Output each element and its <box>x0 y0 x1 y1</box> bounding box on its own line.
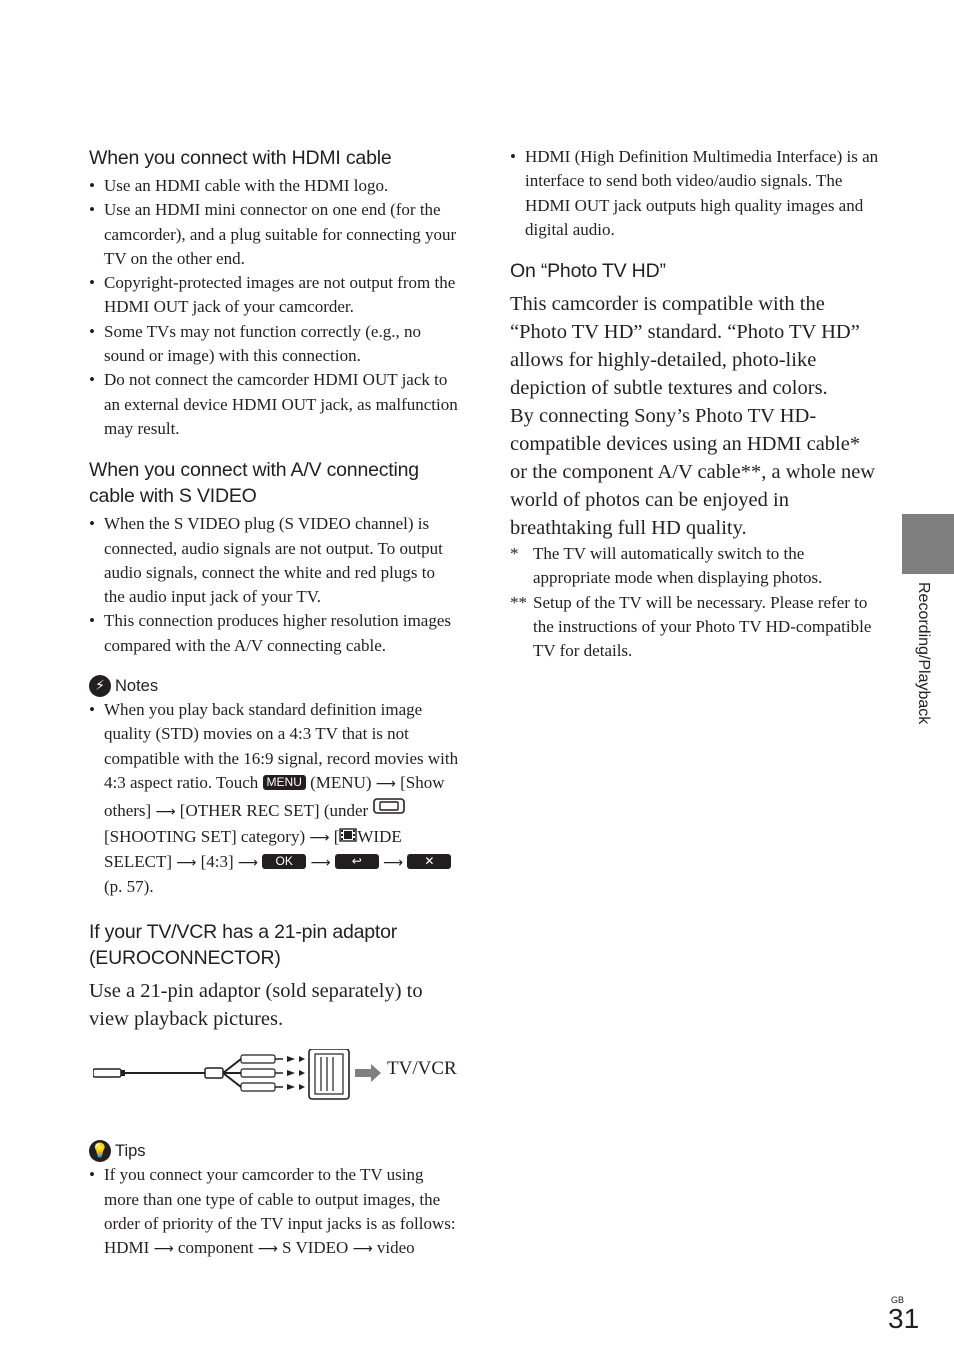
tv-vcr-label: TV/VCR <box>387 1058 457 1080</box>
arrow-right-icon: ⟶ <box>352 1241 373 1258</box>
notes-list <box>89 698 459 899</box>
tips-text: If you connect your camcorder to the TV using more than one type of cable to output images, the order of priority of the TV input jacks is as follows: <box>104 1165 456 1234</box>
euroconnector-diagram-icon <box>93 1049 383 1109</box>
section-tab-marker <box>902 514 954 574</box>
arrow-right-icon: ⟶ <box>310 854 331 871</box>
return-button-icon: ↩ <box>335 854 379 869</box>
list-item <box>89 698 459 899</box>
arrow-right-icon: ⟶ <box>257 1241 278 1258</box>
euro-heading: If your TV/VCR has a 21-pin adaptor (EUROCONNECTOR) <box>89 921 398 970</box>
list-item <box>89 1163 459 1261</box>
notes-text-10: (p. 57). <box>104 877 154 897</box>
notes-text-9: [4:3] <box>200 851 234 871</box>
priority-hdmi: HDMI <box>104 1238 150 1258</box>
tips-list <box>89 1163 459 1261</box>
euro-body: Use a 21-pin adaptor (sold separately) to view playback pictures. <box>89 980 423 1031</box>
hdmi-info-list <box>510 145 880 242</box>
ok-button-icon: OK <box>262 854 306 869</box>
arrow-right-icon: ⟶ <box>309 829 330 846</box>
hdmi-bullet-list <box>89 174 459 441</box>
priority-component: component <box>177 1238 254 1258</box>
hdmi-heading: When you connect with HDMI cable <box>89 147 392 169</box>
notes-text-5: (under <box>323 801 369 821</box>
page-number <box>888 1295 928 1333</box>
notes-label: Notes <box>115 676 159 695</box>
notes-text-2: (MENU) <box>310 772 372 792</box>
caution-icon: ⚡ <box>89 675 111 697</box>
section-side-label <box>904 582 944 762</box>
close-button-icon: ✕ <box>407 854 451 869</box>
notes-text-3: [Show others] <box>104 772 445 821</box>
arrow-right-icon: ⟶ <box>153 1241 174 1258</box>
arrow-right-icon: ⟶ <box>155 804 176 821</box>
menu-button-icon: MENU <box>263 775 306 790</box>
photo-tv-paragraph-1: This camcorder is compatible with the “Photo TV HD” standard. “Photo TV HD” allows for highly-detailed, photo-like depiction of subtle textures and colors. <box>510 293 860 400</box>
camera-icon <box>372 801 408 820</box>
notes-heading <box>89 674 459 698</box>
lightbulb-icon: 💡 <box>89 1140 111 1162</box>
list-item: • This connection produces higher resolution images compared with the A/V connecting cable. <box>89 609 459 658</box>
section-label-text: Recording/Playback <box>915 582 932 725</box>
right-column <box>510 145 880 664</box>
footnote-mark: * <box>510 544 519 564</box>
list-item: • Use an HDMI cable with the HDMI logo. <box>89 174 459 198</box>
region-code: GB <box>891 1295 905 1305</box>
photo-tv-heading: On “Photo TV HD” <box>510 260 666 283</box>
notes-text-1: When you play back standard definition image quality (STD) movies on a 4:3 TV that is not compatible with the 16:9 signal, record movies with 4:3 aspect ratio. Touch <box>104 700 459 792</box>
footnote-1 <box>510 542 880 591</box>
list-item: • HDMI (High Definition Multimedia Interface) is an interface to send both video/audio signals. The HDMI OUT jack outputs high quality images and digital audio. <box>510 145 880 242</box>
list-item: • Some TVs may not function correctly (e.g., no sound or image) with this connection. <box>89 320 459 369</box>
footnote-mark: ** <box>510 592 527 612</box>
arrow-right-icon: ⟶ <box>383 854 404 871</box>
notes-text-7: [ <box>333 826 340 846</box>
list-item: • Use an HDMI mini connector on one end (for the camcorder), and a plug suitable for connecting your TV on the other end. <box>89 198 459 271</box>
footnote-text: Setup of the TV will be necessary. Please refer to the instructions of your Photo TV HD-compatible TV for details. <box>533 592 872 661</box>
priority-video: video <box>376 1238 415 1258</box>
connection-diagram <box>89 1041 459 1119</box>
priority-svideo: S VIDEO <box>282 1238 349 1258</box>
notes-text-6: [SHOOTING SET] category) <box>104 826 306 846</box>
notes-text-4: [OTHER REC SET] <box>179 801 320 821</box>
footnote-text: The TV will automatically switch to the appropriate mode when displaying photos. <box>533 544 823 588</box>
list-item: • Do not connect the camcorder HDMI OUT jack to an external device HDMI OUT jack, as malfunction may result. <box>89 368 459 441</box>
footnote-2 <box>510 591 880 664</box>
notes-text-8: WIDE SELECT] <box>104 826 402 871</box>
photo-tv-paragraph-2: By connecting Sony’s Photo TV HD-compatible devices using an HDMI cable* or the component A/V cable**, a whole new world of photos can be enjoyed in breathtaking full HD quality. <box>510 405 876 540</box>
list-item: • Copyright-protected images are not output from the HDMI OUT jack of your camcorder. <box>89 271 459 320</box>
film-icon <box>339 827 357 846</box>
arrow-right-icon: ⟶ <box>237 854 258 871</box>
page-number-value: 31 <box>888 1303 920 1334</box>
svideo-heading: When you connect with A/V connecting cable with S VIDEO <box>89 459 419 508</box>
svideo-bullet-list <box>89 512 459 658</box>
arrow-right-icon: ⟶ <box>375 775 396 792</box>
tips-heading <box>89 1139 459 1163</box>
left-column <box>89 145 459 1262</box>
tips-label: Tips <box>115 1141 146 1160</box>
list-item: • When the S VIDEO plug (S VIDEO channel) is connected, audio signals are not output. To output audio signals, connect the white and red plugs to the audio input jack of your TV. <box>89 512 459 609</box>
arrow-right-icon: ⟶ <box>176 854 197 871</box>
